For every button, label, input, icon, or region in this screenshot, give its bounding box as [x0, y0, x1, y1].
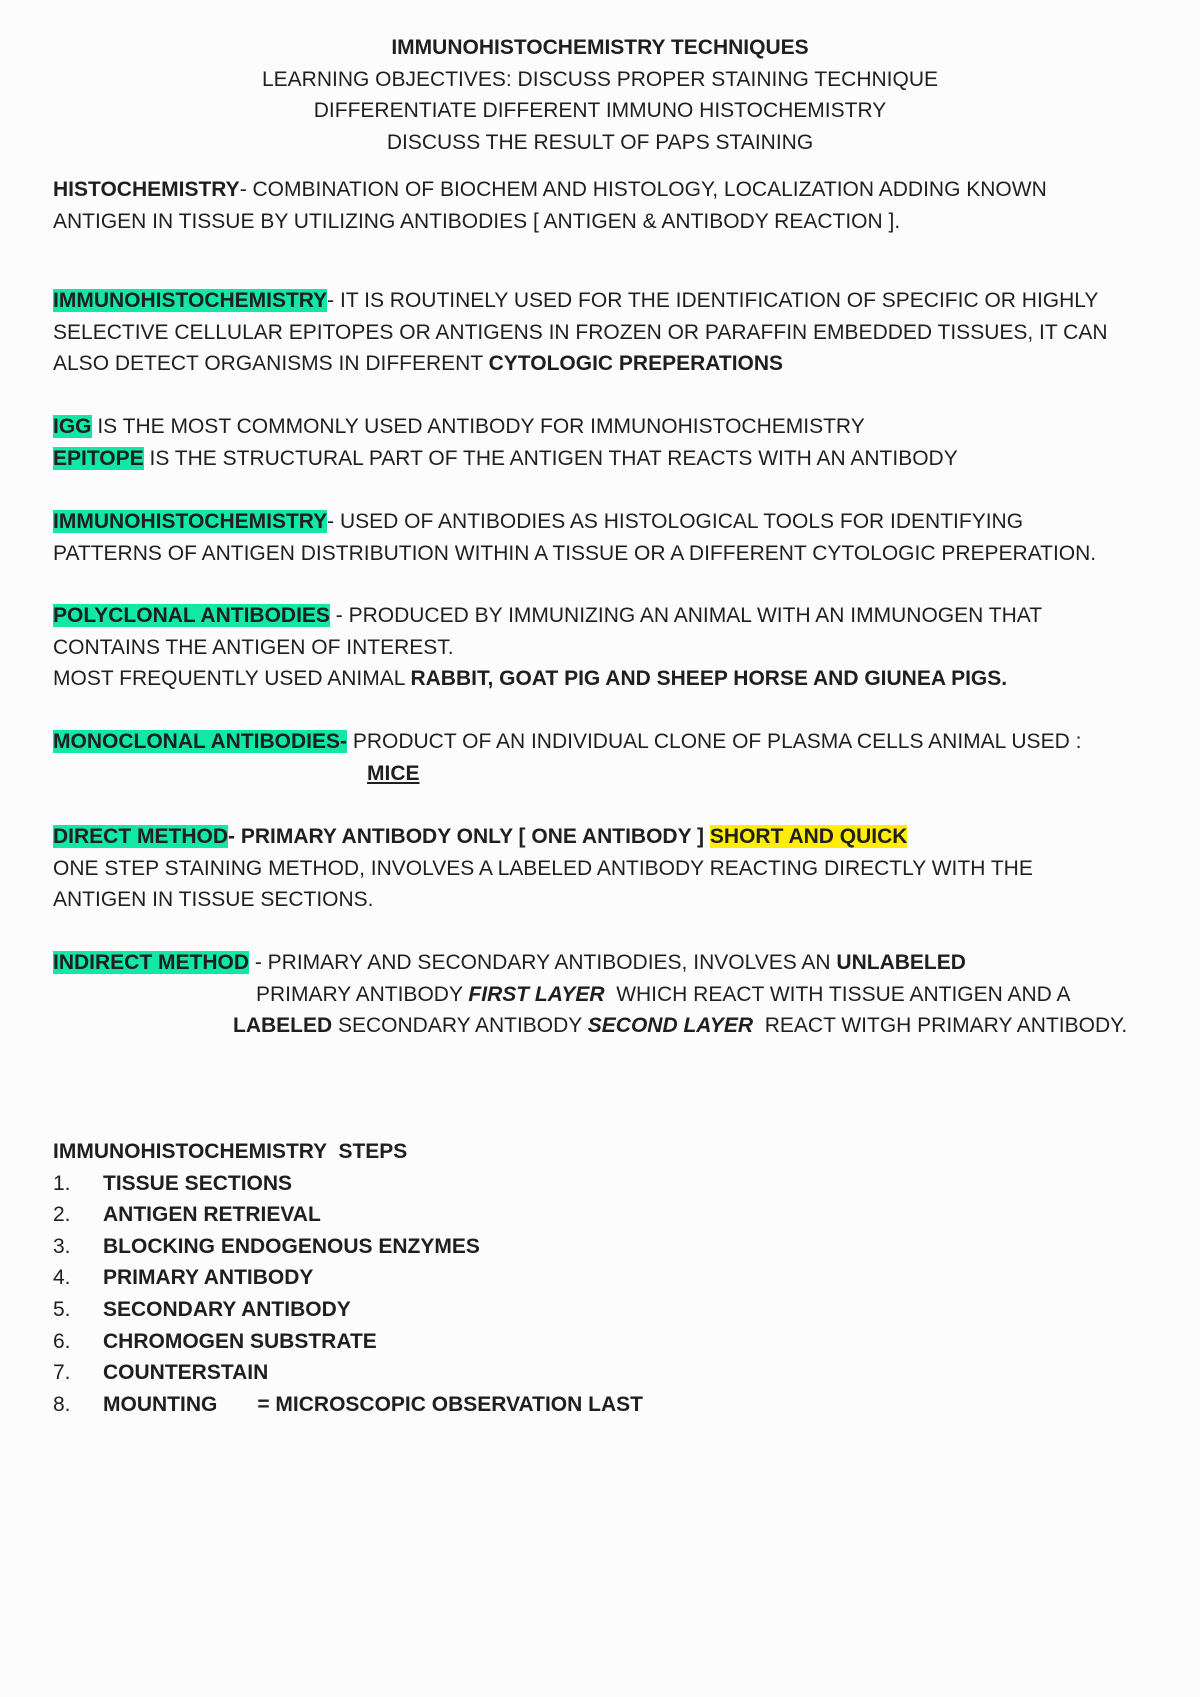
- objective-paps: DISCUSS THE RESULT OF PAPS STAINING: [386, 130, 814, 154]
- indirect-line-2a: PRIMARY ANTIBODY: [256, 982, 469, 1006]
- direct-line-3: ANTIGEN IN TISSUE SECTIONS.: [53, 888, 374, 912]
- list-item: 6. CHROMOGEN SUBSTRATE: [53, 1329, 377, 1353]
- histochemistry-definition: [53, 174, 1153, 237]
- term-immunohistochemistry: IMMUNOHISTOCHEMISTRY: [53, 289, 328, 312]
- monoclonal-antibodies: [53, 726, 1153, 789]
- unlabeled: UNLABELED: [836, 951, 966, 974]
- list-item: 5. SECONDARY ANTIBODY: [53, 1297, 351, 1321]
- list-item: 8. MOUNTING = MICROSCOPIC OBSERVATION LAST: [53, 1392, 643, 1416]
- document-header: [0, 32, 1200, 158]
- igg-text: IS THE MOST COMMONLY USED ANTIBODY FOR IMMUNOHISTOCHEMISTRY: [91, 415, 865, 438]
- igg-epitope-notes: [53, 411, 1153, 474]
- mono-animal-mice: MICE: [367, 761, 420, 785]
- labeled: LABELED: [233, 1014, 333, 1038]
- poly-line-1: - PRODUCED BY IMMUNIZING AN ANIMAL WITH AN IMMUNOGEN THAT: [329, 604, 1043, 627]
- histochem-line-1: - COMBINATION OF BIOCHEM AND HISTOLOGY, LOCALIZATION ADDING KNOWN: [239, 178, 1047, 201]
- list-item: 3. BLOCKING ENDOGENOUS ENZYMES: [53, 1234, 480, 1258]
- direct-line-2: ONE STEP STAINING METHOD, INVOLVES A LABELED ANTIBODY REACTING DIRECTLY WITH THE: [53, 856, 1033, 880]
- term-histochemistry: HISTOCHEMISTRY: [53, 178, 240, 201]
- indirect-method: [53, 947, 1153, 1042]
- poly-line-3: MOST FREQUENTLY USED ANIMAL: [53, 667, 411, 691]
- epitope-text: IS THE STRUCTURAL PART OF THE ANTIGEN THAT REACTS WITH AN ANTIBODY: [143, 446, 958, 470]
- ihc1-line-3: ALSO DETECT ORGANISMS IN DIFFERENT: [53, 352, 489, 376]
- objective-differentiate: DIFFERENTIATE DIFFERENT IMMUNO HISTOCHEMISTRY: [313, 99, 887, 123]
- ihc1-line-2: SELECTIVE CELLULAR EPITOPES OR ANTIGENS IN FROZEN OR PARAFFIN EMBEDDED TISSUES, IT CAN: [53, 320, 1108, 344]
- term-immunohistochemistry-2: IMMUNOHISTOCHEMISTRY: [53, 510, 328, 533]
- cytologic-preperations: CYTOLOGIC PREPERATIONS: [488, 352, 784, 376]
- mounting-suffix: = MICROSCOPIC OBSERVATION LAST: [257, 1392, 643, 1416]
- indirect-line-1: - PRIMARY AND SECONDARY ANTIBODIES, INVOLVES AN: [249, 951, 837, 974]
- list-item: 2. ANTIGEN RETRIEVAL: [53, 1203, 321, 1227]
- list-item: 1. TISSUE SECTIONS: [53, 1171, 293, 1195]
- term-igg: IGG: [53, 415, 92, 438]
- indirect-line-3b: SECONDARY ANTIBODY: [332, 1014, 588, 1038]
- ihc1-line-1: - IT IS ROUTINELY USED FOR THE IDENTIFICATION OF SPECIFIC OR HIGHLY: [327, 289, 1099, 312]
- first-layer: FIRST LAYER: [468, 982, 605, 1006]
- polyclonal-antibodies: [53, 600, 1153, 695]
- short-and-quick-highlight: SHORT AND QUICK: [709, 825, 908, 848]
- ihc2-line-2: PATTERNS OF ANTIGEN DISTRIBUTION WITHIN A TISSUE OR A DIFFERENT CYTOLOGIC PREPERATION.: [53, 541, 1097, 565]
- ihc2-line-1: - USED OF ANTIBODIES AS HISTOLOGICAL TOOLS FOR IDENTIFYING: [327, 510, 1024, 533]
- term-epitope: EPITOPE: [53, 446, 144, 470]
- poly-line-2: CONTAINS THE ANTIGEN OF INTEREST.: [53, 635, 454, 659]
- histochem-line-2: ANTIGEN IN TISSUE BY UTILIZING ANTIBODIES [ ANTIGEN & ANTIBODY REACTION ].: [53, 209, 901, 233]
- page-title: IMMUNOHISTOCHEMISTRY TECHNIQUES: [391, 36, 809, 59]
- indirect-line-3d: REACT WITGH PRIMARY ANTIBODY.: [753, 1014, 1128, 1038]
- poly-animals: RABBIT, GOAT PIG AND SHEEP HORSE AND GIUNEA PIGS.: [410, 667, 1008, 691]
- list-item: 4. PRIMARY ANTIBODY: [53, 1266, 314, 1290]
- direct-line-1: - PRIMARY ANTIBODY ONLY [ ONE ANTIBODY ]: [228, 825, 710, 848]
- term-indirect-method: INDIRECT METHOD: [53, 951, 249, 974]
- mono-line-1: PRODUCT OF AN INDIVIDUAL CLONE OF PLASMA CELLS ANIMAL USED :: [347, 730, 1082, 753]
- learning-objectives: LEARNING OBJECTIVES: DISCUSS PROPER STAINING TECHNIQUE: [261, 67, 938, 91]
- steps-title: IMMUNOHISTOCHEMISTRY STEPS: [53, 1140, 408, 1163]
- term-monoclonal: MONOCLONAL ANTIBODIES-: [53, 730, 347, 753]
- term-direct-method: DIRECT METHOD: [53, 825, 228, 848]
- second-layer: SECOND LAYER: [587, 1014, 754, 1038]
- list-item: 7. COUNTERSTAIN: [53, 1361, 269, 1385]
- ihc-steps: [53, 1136, 1153, 1420]
- term-polyclonal: POLYCLONAL ANTIBODIES: [53, 604, 330, 627]
- ihc-definition-2: [53, 506, 1153, 569]
- indirect-line-2c: WHICH REACT WITH TISSUE ANTIGEN AND A: [604, 982, 1071, 1006]
- direct-method: [53, 821, 1153, 916]
- ihc-definition-1: [53, 285, 1153, 380]
